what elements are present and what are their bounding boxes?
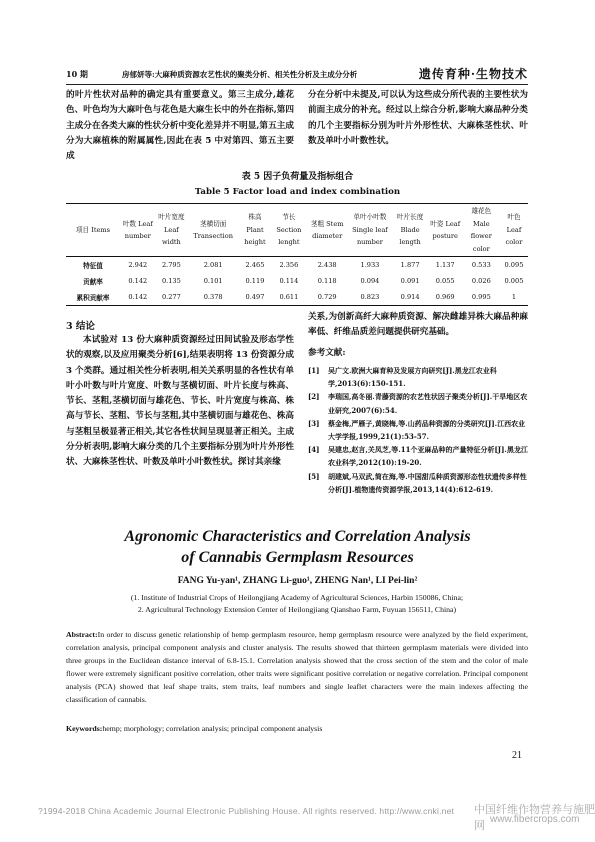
table-cell: 2.795	[161, 261, 181, 269]
table-row	[66, 289, 528, 306]
table-cell: 0.823	[347, 289, 392, 306]
reference-number: [3]	[308, 418, 320, 428]
reference-number: [2]	[308, 392, 320, 402]
table-header-cell: 节长 Section lenght	[271, 204, 307, 257]
table-header-cell: 株高 Plant height	[239, 204, 271, 257]
header-journal-section: 遗传育种·生物技术	[418, 67, 528, 81]
header-running-title: 房郁妍等:大麻种质资源农艺性状的聚类分析、相关性分析及主成分分析	[122, 70, 358, 79]
table-cell: 0.914	[393, 289, 428, 306]
reference-number: [4]	[308, 445, 320, 455]
keywords-text: hemp; morphology; correlation analysis; principal component analysis	[102, 724, 323, 733]
table-header-cell: 叶片长度 Blade length	[393, 204, 428, 257]
english-keywords	[66, 724, 528, 733]
table-cell: 1.137	[435, 261, 455, 269]
table-cell: 0.101	[203, 277, 223, 285]
table-cell: 0.533	[471, 261, 491, 269]
reference-text: 吴建忠,赵言,关凤芝,等.11个亚麻品种的产量特征分析[J].黑龙江农业科学,2012(10):19-20.	[328, 445, 528, 468]
reference-item	[308, 417, 528, 443]
table-cell: 0.114	[279, 277, 299, 285]
table-header-cell: 雄花色 Male flower color	[463, 204, 500, 257]
table-header-cell: 叶片宽度 Leaf width	[156, 204, 188, 257]
table-cell: 0.611	[271, 289, 307, 306]
keywords-label: Keywords:	[66, 724, 103, 733]
english-affiliations	[66, 592, 528, 616]
table-cell: 0.142	[128, 277, 148, 285]
table-cell: 0.095	[504, 261, 524, 269]
table-cell: 贡献率	[83, 278, 103, 286]
table-header-cell: 茎粗 Stem diameter	[307, 204, 347, 257]
table-cell: 0.969	[428, 289, 463, 306]
reference-number: [1]	[308, 366, 320, 375]
table-cell: 2.356	[279, 261, 299, 269]
english-title-line-1: Agronomic Characteristics and Correlation Analysis	[124, 528, 471, 545]
table-cell: 0.094	[360, 277, 380, 285]
reference-text: 李瑞国,高冬丽.青藤资源的农艺性状因子聚类分析[J].干旱地区农业研究,2007(6):54.	[328, 392, 528, 415]
right-top-paragraph: 分在分析中未提及,可以认为这些成分所代表的主要性状为前面主成分的补充。经过以上综合分析,影响大麻品种分类的几个主要指标分别为叶片外形性状、大麻株茎性状、叶数及单叶小叶数性状。	[308, 90, 528, 146]
table-header-cell: 叶数 Leaf number	[120, 204, 156, 257]
copyright-footer: ?1994-2018 China Academic Journal Electronic Publishing House. All rights reserved. http://www.cnki.net	[38, 806, 455, 816]
right-mid-paragraph: 关系,为创新高纤大麻种质资源、解决雌雄异株大麻品种麻率低、纤维品质差问题提供研究基础。	[308, 312, 528, 338]
table-cell: 0.091	[400, 277, 420, 285]
table-row	[66, 257, 528, 274]
table-cell: 0.729	[307, 289, 347, 306]
header-issue: 10 期	[66, 69, 88, 79]
english-authors: FANG Yu-yan¹, ZHANG Li-guo¹, ZHENG Nan¹, LI Pei-lin²	[177, 576, 418, 586]
table-cell: 0.055	[435, 277, 455, 285]
left-column-top	[66, 88, 294, 164]
table-header-cell: 单叶小叶数 Single leaf number	[347, 204, 392, 257]
reference-number: [5]	[308, 471, 320, 481]
table-caption-en: Table 5 Factor load and index combination	[194, 187, 401, 197]
table-cell: 2.942	[128, 261, 148, 269]
left-column-bottom	[66, 333, 294, 471]
table-cell: 0.026	[471, 277, 491, 285]
table-cell: 0.142	[120, 289, 156, 306]
table-cell: 0.135	[161, 277, 181, 285]
reference-item	[308, 470, 528, 496]
table-cell: 0.497	[239, 289, 271, 306]
table-cell: 0.378	[187, 289, 239, 306]
english-abstract	[66, 628, 528, 707]
table-cell: 1.933	[360, 261, 380, 269]
watermark-url: www.fibercrops.com	[490, 814, 580, 825]
section-heading-conclusion: 3 结论	[66, 321, 95, 332]
table-cell: 0.118	[317, 277, 337, 285]
left-top-paragraph: 的叶片性状对品种的确定具有重要意义。第三主成分,雄花色、叶色均为大麻叶色与花色是大麻生长中的外在指标,第四主成分在各类大麻的性状分析中变化差异并不明显,第五主成分为大麻植株的附属属性,因此在表 5 中对第四、第五主要成	[66, 90, 294, 162]
right-column-top	[308, 88, 528, 149]
table-cell: 0.995	[463, 289, 500, 306]
table-header-cell: 茎横切面 Transection	[187, 204, 239, 257]
table-header-cell: 叶姿 Leaf posture	[428, 204, 463, 257]
reference-item	[308, 390, 528, 416]
right-column-mid	[308, 310, 528, 341]
table-header-row	[66, 204, 528, 257]
reference-item	[308, 364, 528, 390]
table-caption-cn: 表 5 因子负荷量及指标组合	[241, 172, 354, 182]
table-cell: 累积贡献率	[66, 289, 120, 306]
reference-item	[308, 443, 528, 469]
table-header-cell: 项目 Items	[66, 204, 120, 257]
table-cell: 0.277	[156, 289, 188, 306]
conclusion-paragraph: 本试验对 13 份大麻种质资源经过田间试验及形态学性状的观察,以及应用聚类分析[6],结果表明将 13 份资源分成 3 个类群。通过相关性分析表明,相关关系明显的各性状有单叶小叶数与叶片宽度、叶数与茎横切面、叶片长度与株高、节长、茎粗,茎横切面与雄花色、节长、叶片宽度与株高、株高与节长、茎粗、节长与茎粗,其中茎横切面与雄花色、株高与茎粗呈极显著正相关,其它各性状间呈现显著正相关。主成分分析表明,影响大麻分类的几个主要指标分别为叶片外形性状、大麻株茎性状、叶数及单叶小叶数性状。探讨其亲缘	[66, 335, 294, 468]
table-cell: 2.081	[203, 261, 223, 269]
table-cell: 0.005	[504, 277, 524, 285]
table-cell: 1	[500, 289, 528, 306]
reference-text: 胡建斌,马双武,简在海,等.中国甜瓜种质资源形态性状遗传多样性分析[J].植物遗传资源学报,2013,14(4):612-619.	[328, 471, 527, 494]
table-cell: 2.438	[317, 261, 337, 269]
table-header-cell: 叶色 Leaf color	[500, 204, 528, 257]
affiliation-line-1: (1. Institute of Industrial Crops of Heilongjiang Academy of Agricultural Sciences, Harbin 150086, China;	[130, 593, 464, 602]
reference-text: 蔡金梅,严雁子,黄晓梅,等.山药品种资源的分类研究[J].江西农业大学学报,1999,21(1):53-57.	[328, 418, 526, 442]
references-list	[308, 364, 528, 496]
abstract-label: Abstract:	[66, 630, 98, 639]
table-cell: 0.119	[245, 277, 265, 285]
table-cell: 特征值	[83, 262, 103, 270]
table-cell: 2.465	[245, 261, 265, 269]
reference-text: 吴广文.欧洲大麻育种及发展方向研究[J].黑龙江农业科学,2013(6):150-151.	[328, 366, 497, 389]
affiliation-line-2: 2. Agricultural Technology Extension Center of Heilongjiang Qianshao Farm, Fuyuan 156511, China)	[137, 605, 457, 614]
table-cell: 1.877	[400, 261, 420, 269]
abstract-text: In order to discuss genetic relationship of hemp germplasm resource, hemp germplasm resource were analyzed by the field experiment, correlation analysis, principal component analysis and cluster analysis. The results showed that thirteen germplasm materials were divided into three groups in the Euclidean distance interval of 6.8-15.1. Correlation analysis showed that the cross section of the stem and the color of male flower were extremely significant positive correlation, other traits were significant positive correlation or negative correlation. Principal component analysis (PCA) showed that leaf shape traits, stem traits, leaf numbers and single leaflet characters were the main indexes affecting the classification of cannabis.	[66, 630, 528, 705]
watermark-cn: 中国纤维作物营养与施肥网	[474, 803, 595, 832]
running-header	[66, 66, 528, 85]
references-heading: 参考文献:	[308, 348, 346, 358]
table-row	[66, 273, 528, 289]
english-title-line-2: of Cannabis Germplasm Resources	[181, 549, 414, 566]
english-title	[0, 526, 595, 568]
factor-load-table	[66, 203, 528, 306]
page-number: 21	[512, 750, 522, 761]
